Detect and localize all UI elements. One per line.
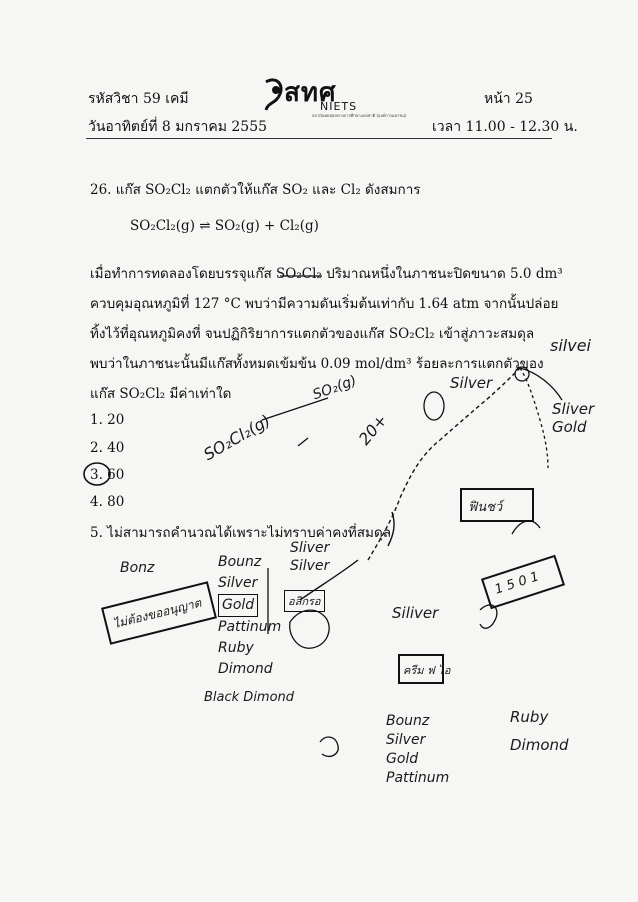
- hw-1501-box: [481, 555, 565, 610]
- question-line-4: พบว่าในภาชนะนั้นมีแก๊สทั้งหมดเข้มข้น 0.09 mol/dm³ ร้อยละการแตกตัวของ: [90, 356, 544, 372]
- question-line-1: เมื่อทำการทดลองโดยบรรจุแก๊ส SO₂Cl₂ ปริมาณหนึ่งในภาชนะปิดขนาด 5.0 dm³: [90, 266, 563, 282]
- hw-black-dimond: Black Dimond: [204, 690, 295, 705]
- hw-list-2: [386, 712, 449, 788]
- hw-list1-4: Ruby: [218, 640, 254, 656]
- question-title: 26. แก๊ส SO₂Cl₂ แตกตัวให้แก๊ส SO₂ และ Cl₂ ดังสมการ: [90, 182, 421, 198]
- hw-siliver: Siliver: [392, 604, 439, 622]
- niets-logo: [262, 76, 422, 124]
- hw-list-1: [218, 552, 281, 680]
- hw-thai-box: [460, 488, 534, 522]
- choice-2[interactable]: 2. 40: [90, 440, 125, 456]
- choice-4[interactable]: 4. 80: [90, 494, 125, 510]
- hw-dimond-right: Dimond: [510, 736, 569, 754]
- exam-date: วันอาทิตย์ที่ 8 มกราคม 2555: [88, 119, 268, 135]
- logo-tiny-text: สถาบันทดสอบทางการศึกษาแห่งชาติ (องค์การมหาชน): [312, 113, 407, 118]
- header-divider: [86, 138, 552, 139]
- hw-list1-1: Silver: [218, 575, 258, 591]
- hw-gold-thai: อลิกรอ: [284, 590, 325, 612]
- hw-box-left: [101, 581, 217, 644]
- hw-list1-3: Pattinum: [218, 619, 282, 635]
- hw-silver2: Silver: [290, 558, 330, 574]
- question-line-5: แก๊ส SO₂Cl₂ มีค่าเท่าใด: [90, 386, 232, 402]
- hw-list2-1: Silver: [386, 732, 426, 748]
- hw-sliver2: Sliver: [290, 540, 330, 556]
- choice-5[interactable]: 5. ไม่สามารถคำนวณได้เพราะไม่ทราบค่าคงที่สมดุล: [90, 525, 391, 541]
- hw-list1-5: Dimond: [218, 661, 273, 677]
- hw-bonz: Bonz: [120, 560, 155, 576]
- hw-silvei: silvei: [550, 336, 591, 355]
- choice-1[interactable]: 1. 20: [90, 412, 125, 428]
- hw-box-left-text: ไม่ต้องขออนุญาต: [111, 595, 203, 632]
- hw-thai-box2-text: ครีม ฟ ไอ: [403, 664, 451, 677]
- hw-list1-0: Bounz: [218, 554, 262, 570]
- question-equation: SO₂Cl₂(g) ⇌ SO₂(g) + Cl₂(g): [130, 218, 319, 234]
- hw-twenty: 20+: [354, 410, 392, 449]
- hw-ruby-right: Ruby: [510, 708, 549, 726]
- hw-thai-box-text: ฟินชว์: [468, 500, 503, 515]
- hw-list2-0: Bounz: [386, 713, 430, 729]
- hw-sliver-gold: Sliver Gold: [552, 400, 595, 436]
- choice-3[interactable]: 3. 60: [90, 467, 125, 483]
- logo-main-text: สทศ: [284, 78, 337, 108]
- hw-thai-box2: [398, 654, 451, 684]
- hw-so2: SO₂(g): [310, 372, 359, 404]
- hw-list1-2: Gold: [218, 594, 258, 617]
- hw-list2-2: Gold: [386, 751, 419, 767]
- exam-time: เวลา 11.00 - 12.30 น.: [432, 119, 578, 135]
- hw-so2cl2: SO₂Cl₂(g): [200, 410, 274, 465]
- hw-1501-text: 1 5 0 1: [492, 569, 541, 598]
- page-number: หน้า 25: [484, 91, 533, 107]
- subject-code: รหัสวิชา 59 เคมี: [88, 91, 189, 107]
- hw-list2-3: Pattinum: [386, 770, 450, 786]
- question-line-3: ทิ้งไว้ที่อุณหภูมิคงที่ จนปฏิกิริยาการแตกตัวของแก๊ส SO₂Cl₂ เข้าสู่ภาวะสมดุล: [90, 326, 535, 342]
- logo-sub-text: NIETS: [320, 100, 358, 113]
- question-line-2: ควบคุมอุณหภูมิที่ 127 °C พบว่ามีความดันเริ่มต้นเท่ากับ 1.64 atm จากนั้นปล่อย: [90, 296, 559, 312]
- hw-silver-top: Silver: [450, 374, 493, 392]
